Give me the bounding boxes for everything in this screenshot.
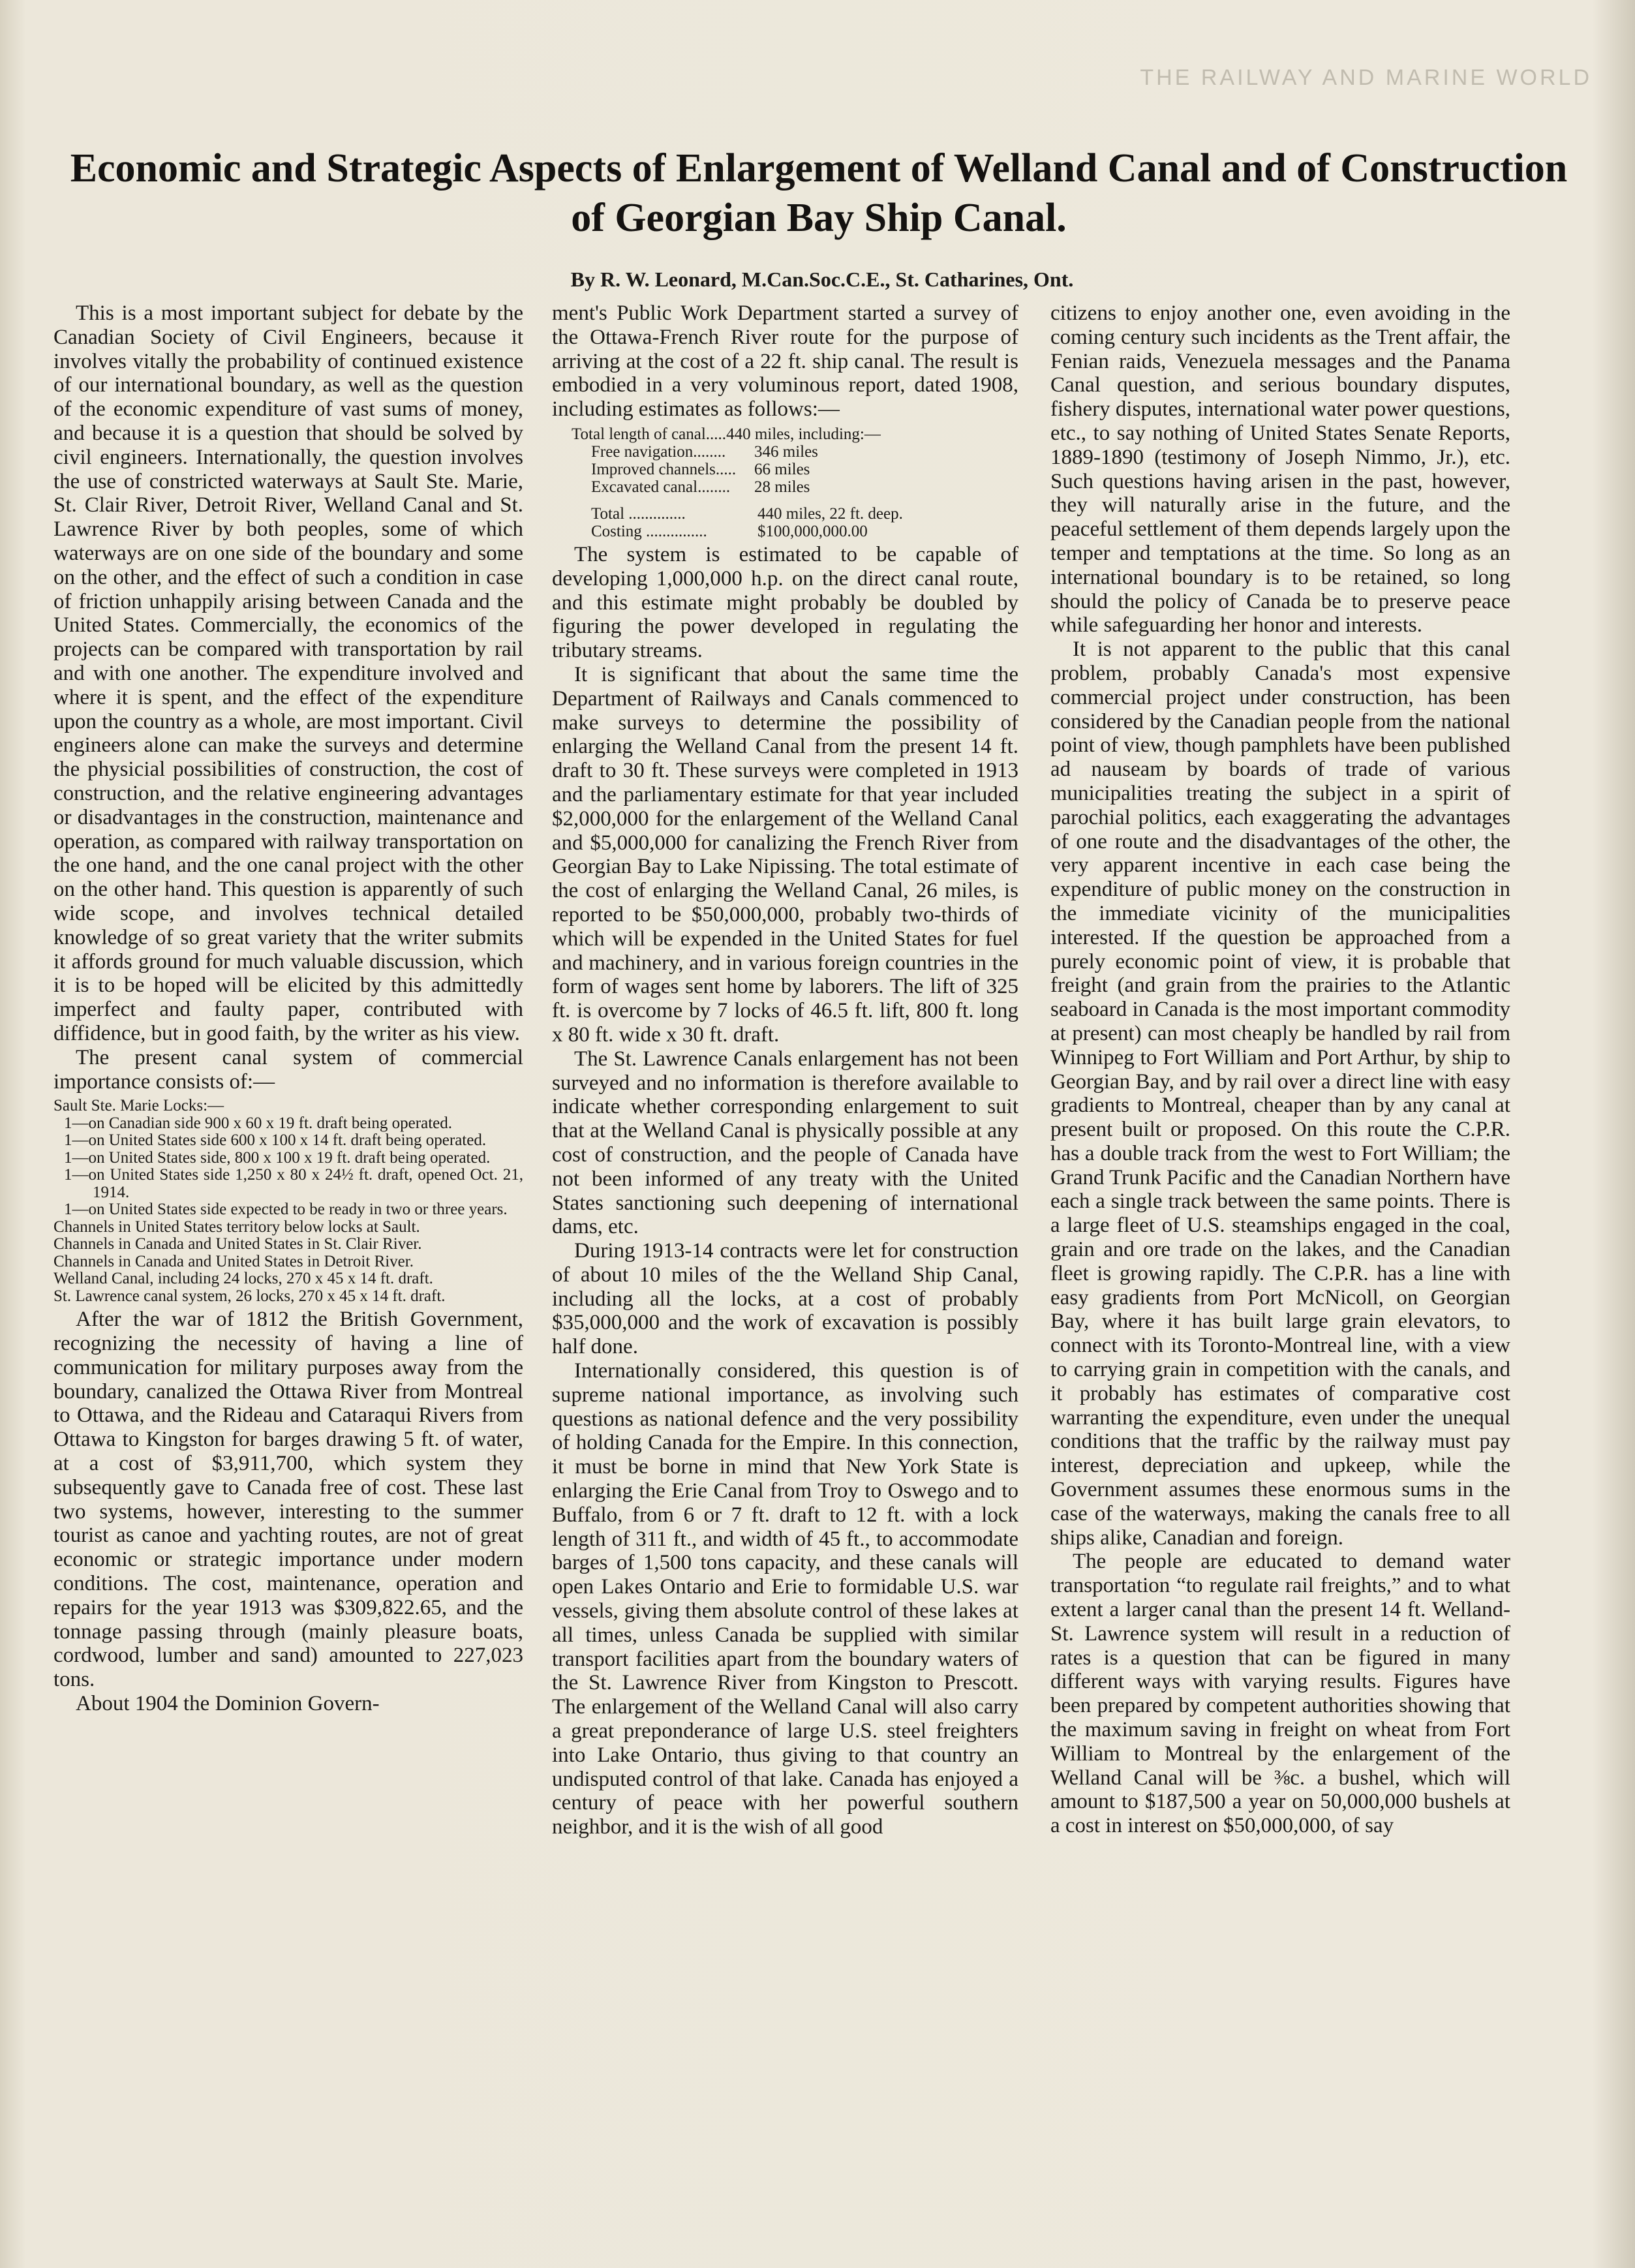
spacer [572,496,1018,505]
table-row [572,461,1018,478]
estimate-table [572,425,1018,540]
paragraph: The St. Lawrence Canals enlargement has not been surveyed and no information is therefore available to indicate whether corresponding enlargement to suit that at the Welland Canal is physically possible at any cost of construction, and the people of Canada have not been informed of any treaty with the United States sanctioning such deepening of international dams, etc. [552,1047,1018,1239]
article-byline: By R. W. Leonard, M.Can.Soc.C.E., St. Catharines, Ont. [570,268,1074,291]
table-row [572,425,1018,443]
list-item: 1—on Canadian side 900 x 60 x 19 ft. draft being operated. [64,1114,452,1132]
list-item: Welland Canal, including 24 locks, 270 x 45 x 14 ft. draft. [53,1270,433,1288]
row-label: Total length of canal..... [572,425,727,443]
row-label: Free navigation........ [591,442,726,461]
list-item: 1—on United States side, 800 x 100 x 19 ft. draft being operated. [64,1148,491,1167]
paragraph: This is a most important subject for debate by the Canadian Society of Civil Engineers, because it involves vitally the probability of continued existence of our international boundary, as well as the question of the economic expenditure of vast sums of money, and because it is a question that should be solved by civil engineers. Internationally, the question involves the use of constricted waterways at Sault Ste. Marie, St. Clair River, Detroit River, Welland Canal and St. Lawrence River by both peoples, some of which waterways are on one side of the boundary and some on the other, and the effect of such a condition in case of friction unhappily arising between Canada and the United States. Commercially, the economics of the projects can be compared with transportation by rail and with one another. The expenditure involved and where it is spent, and the effect of the expenditure upon the country as a whole, are most important. Civil engineers alone can make the surveys and determine the physicial possibilities of construction, the cost of construction, and the relative engineering advantages or disadvantages in the construction, maintenance and operation, as compared with railway transportation on the one hand, and the one canal project with the other on the other hand. This question is apparently of such wide scope, and involves technical detailed knowledge of so great variety that the writer submits it affords ground for much valuable discussion, which it is to be hoped will be elicited by this admittedly imperfect and faulty paper, contributed with diffidence, but in good faith, by the writer as his view. [53,301,523,1045]
list-item: 1—on United States side 1,250 x 80 x 24½ ft. draft, opened Oct. 21, 1914. [64,1166,523,1201]
column-3 [1050,301,1510,2246]
paragraph: About 1904 the Dominion Govern- [76,1692,380,1716]
column-1 [53,301,523,2246]
row-label: Costing ............... [591,522,707,540]
article-title: Economic and Strategic Aspects of Enlargement of Welland Canal and of Construction of Georgian Bay Ship Canal. [70,146,1568,240]
table-row [572,523,1018,540]
paragraph: After the war of 1812 the British Government, recognizing the necessity of having a line of communication for military purposes away from the boundary, canalized the Ottawa River from Montreal to Ottawa, and the Rideau and Cataraqui Rivers from Ottawa to Kingston for barges drawing 5 ft. of water, at a cost of $3,911,700, which system they subsequently gave to Canada free of cost. These last two systems, however, interesting to the summer tourist as canoe and yachting routes, are not of great economic or strategic importance under modern conditions. The cost, maintenance, operation and repairs for the year 1913 was $309,822.65, and the tonnage passing through (mainly pleasure boats, cordwood, lumber and sand) amounted to 227,023 tons. [53,1308,523,1692]
paragraph: It is significant that about the same time the Department of Railways and Canals commenced to make surveys to determine the possibility of enlarging the Welland Canal from the present 14 ft. draft to 30 ft. These surveys were completed in 1913 and the parliamentary estimate for that year included $2,000,000 for the enlargement of the Welland Canal and $5,000,000 for canalizing the French River from Georgian Bay to Lake Nipissing. The total estimate of the cost of enlarging the Welland Canal, 26 miles, is reported to be $50,000,000, probably two-thirds of which will be expended in the United States for fuel and machinery, and in various foreign countries in the form of wages sent home by laborers. The lift of 325 ft. is overcome by 7 locks of 46.5 ft. lift, 800 ft. long x 80 ft. wide x 30 ft. draft. [552,662,1018,1047]
row-value: 440 miles, including:— [726,425,881,443]
paragraph: The present canal system of commercial importance consists of:— [53,1045,523,1094]
list-item: St. Lawrence canal system, 26 locks, 270 x 45 x 14 ft. draft. [53,1287,446,1305]
list-item: Channels in Canada and United States in St. Clair River. [53,1235,422,1253]
row-label: Improved channels..... [591,460,737,478]
row-value: 440 miles, 22 ft. deep. [757,504,903,523]
paragraph: Internationally considered, this question is of supreme national importance, as involving such questions as national defence and the very possibility of holding Canada for the Empire. In this connection, it must be borne in mind that New York State is enlarging the Erie Canal from Troy to Oswego and to Buffalo, from 6 or 7 ft. draft to 12 ft. with a lock length of 311 ft., and width of 45 ft., to accommodate barges of 1,500 tons capacity, and these canals will open Lakes Ontario and Erie to formidable U.S. war vessels, giving them absolute control of these lakes at all times, unless Canada be supplied with similar transport facilities apart from the boundary waters of the St. Lawrence River from Kingston to Prescott. The enlargement of the Welland Canal will also carry a great preponderance of large U.S. steel freighters into Lake Ontario, thus giving to that country an undisputed control of that lake. Canada has enjoyed a century of peace with her powerful southern neighbor, and it is the wish of all good [552,1359,1018,1839]
locks-heading: Sault Ste. Marie Locks:— [53,1097,224,1115]
row-label: Total .............. [591,504,686,523]
table-row [572,443,1018,461]
paragraph: The system is estimated to be capable of developing 1,000,000 h.p. on the direct canal route, and this estimate might probably be doubled by figuring the power developed in regulating the tributary streams. [552,542,1018,663]
row-label: Excavated canal........ [591,478,731,496]
paragraph: During 1913-14 contracts were let for construction of about 10 miles of the the Welland Ship Canal, including all the locks, at a cost of probably $35,000,000 and the work of excavation is possibly half done. [552,1239,1018,1359]
list-item: Channels in Canada and United States in Detroit River. [53,1252,414,1270]
row-value: 66 miles [754,460,810,478]
canal-system-list [53,1097,523,1305]
row-value: $100,000,000.00 [757,522,868,540]
paragraph: citizens to enjoy another one, even avoiding in the coming century such incidents as the Trent affair, the Fenian raids, Venezuela messages and the Panama Canal question, and serious boundary disputes, fishery disputes, international water power questions, etc., to say nothing of United States Senate Reports, 1889-1890 (testimony of Joseph Nimmo, Jr.), etc. Such questions having arisen in the past, however, they will naturally arise in the future, and the peaceful settlement of them depends largely upon the temper and temptations at the time. So long as an international boundary is to be retained, so long should the policy of Canada be to preserve peace while safeguarding her honor and interests. [1050,301,1510,637]
paragraph: It is not apparent to the public that this canal problem, probably Canada's most expensive commercial project under construction, has been considered by the Canadian people from the national point of view, though pamphlets have been published ad nauseam by boards of trade of various municipalities treating the subject in a spirit of parochial politics, each exaggerating the advantages of one route and the disadvantages of the other, the very apparent incentive in each case being the expenditure of public money on the construction in the immediate vicinity of the municipalities interested. If the question be approached from a purely economic point of view, it is probable that freight (and grain from the prairies to the Atlantic seaboard in Canada is the most important commodity at present) can most cheaply be handled by rail from Winnipeg to Fort William and Port Arthur, by ship to Georgian Bay, and by rail over a direct line with easy gradients to Montreal, cheaper than by any canal at present built or proposed. On this route the C.P.R. has a double track from the west to Fort William; the Grand Trunk Pacific and the Canadian Northern have each a single track between the same points. There is a large fleet of U.S. steamships engaged in the coal, grain and ore trade on the lakes, and the Canadian fleet is growing rapidly. The C.P.R. has a line with easy gradients from Port McNicoll, on Georgian Bay, where it has built large grain elevators, to connect with its Toronto-Montreal line, with a view to carrying grain in competition with the canals, and it probably has estimates of comparative cost warranting the expenditure, even under the unequal conditions that the traffic by the railway must pay interest, depreciation and upkeep, while the Government assumes these enormous sums in the case of the waterways, making the canals free to all ships alike, Canadian and foreign. [1050,637,1510,1550]
table-row [572,505,1018,523]
paragraph: The people are educated to demand water transportation “to regulate rail freights,” and to what extent a larger canal than the present 14 ft. Welland-St. Lawrence system will result in a reduction of rates is a question that can be figured in many different ways with varying results. Figures have been prepared by competent authorities showing that the maximum saving in freight on wheat from Fort William to Montreal by the enlargement of the Welland Canal will be ⅜c. a bushel, which will amount to $187,500 a year on 50,000,000 bushels at a cost in interest on $50,000,000, of say [1050,1550,1510,1838]
row-value: 28 miles [754,478,810,496]
table-row [572,478,1018,496]
paragraph: ment's Public Work Department started a survey of the Ottawa-French River route for the purpose of arriving at the cost of a 22 ft. ship canal. The result is embodied in a very voluminous report, dated 1908, including estimates as follows:— [552,301,1018,421]
running-header: THE RAILWAY AND MARINE WORLD [1140,65,1592,90]
list-item: Channels in United States territory below locks at Sault. [53,1218,420,1236]
column-2 [552,301,1018,2246]
list-item: 1—on United States side expected to be ready in two or three years. [64,1201,508,1219]
list-item: 1—on United States side 600 x 100 x 14 ft. draft being operated. [64,1131,487,1150]
row-value: 346 miles [754,442,818,461]
